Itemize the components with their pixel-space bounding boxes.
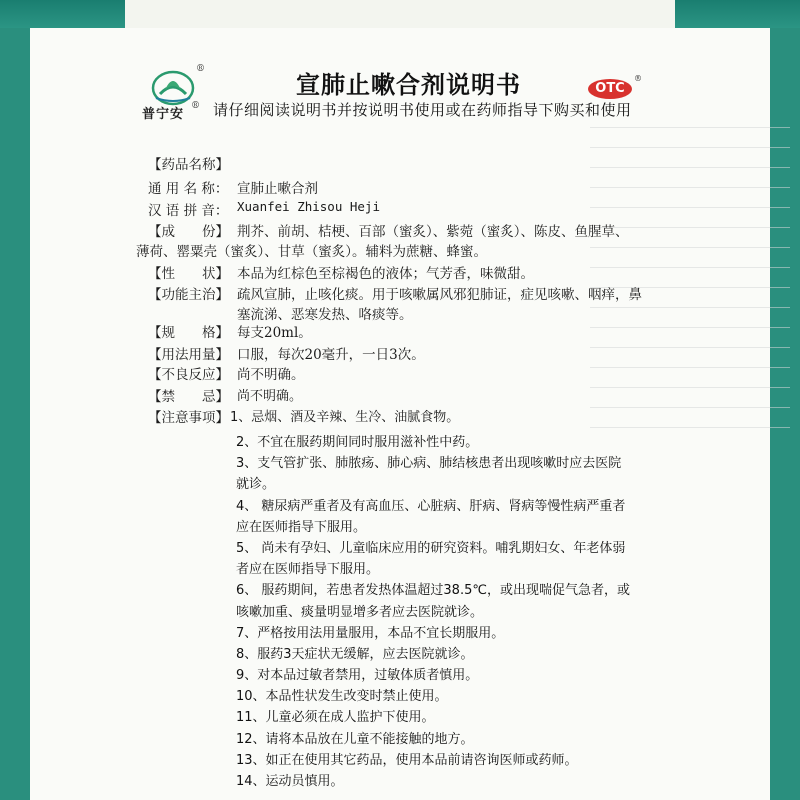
field-label: 【性 状】 (148, 266, 229, 282)
field-value: 荆芥、前胡、桔梗、百部（蜜炙）、紫菀（蜜炙）、陈皮、鱼腥草、 (237, 224, 629, 240)
field-precautions (148, 406, 460, 426)
field-generic-name (148, 177, 318, 197)
precaution-item: 11、儿童必须在成人监护下使用。 (236, 710, 435, 725)
precaution-item: 3、支气管扩张、肺脓疡、肺心病、肺结核患者出现咳嗽时应去医院 (236, 456, 622, 471)
field-label: 【功能主治】 (148, 287, 229, 303)
field-dosage (148, 343, 425, 363)
field-label: 【成 份】 (148, 224, 229, 240)
field-value: 每支20ml。 (237, 325, 312, 341)
precaution-item: 14、运动员慎用。 (236, 774, 344, 789)
precaution-item: 8、服药3天症状无缓解，应去医院就诊。 (236, 647, 474, 662)
field-value: 尚不明确。 (237, 389, 303, 404)
precaution-item: 4、 糖尿病严重者及有高血压、心脏病、肝病、肾病等慢性病严重者 (236, 499, 626, 514)
field-value: 1、忌烟、酒及辛辣、生冷、油腻食物。 (230, 410, 460, 425)
precaution-item: 10、本品性状发生改变时禁止使用。 (236, 689, 448, 704)
field-value: 口服，每次20毫升，一日3次。 (237, 347, 425, 363)
field-indications (148, 283, 642, 303)
field-label: 【注意事项】 (148, 410, 229, 426)
field-label: 【禁 忌】 (148, 389, 229, 405)
field-label: 【药品名称】 (148, 157, 229, 173)
precaution-item: 应在医师指导下服用。 (236, 520, 367, 535)
field-specification (148, 321, 312, 341)
precaution-item: 9、对本品过敏者禁用，过敏体质者慎用。 (236, 668, 479, 683)
field-value: Xuanfei Zhisou Heji (237, 199, 380, 214)
show-through-text (590, 108, 790, 508)
field-label: 通 用 名 称： (148, 181, 229, 197)
precaution-item: 13、如正在使用其它药品，使用本品前请咨询医师或药师。 (236, 753, 578, 768)
logo-registered-mark: ® (196, 64, 205, 74)
field-appearance (148, 262, 534, 282)
precaution-item: 者应在医师指导下服用。 (236, 562, 380, 577)
field-pinyin (148, 199, 380, 219)
precaution-item: 12、请将本品放在儿童不能接触的地方。 (236, 732, 474, 747)
precaution-item: 就诊。 (236, 477, 276, 492)
field-label: 【不良反应】 (148, 367, 229, 383)
top-green-band (0, 0, 800, 28)
field-label: 【规 格】 (148, 325, 229, 341)
precaution-item: 6、 服药期间，若患者发热体温超过38.5℃，或出现喘促气急者，或 (236, 583, 630, 598)
precaution-item: 咳嗽加重、痰量明显增多者应去医院就诊。 (236, 605, 484, 620)
left-green-band (0, 28, 30, 800)
brand-name: 普宁安 (142, 107, 185, 122)
otc-badge: OTC (588, 79, 632, 99)
document-title: 宣肺止嗽合剂说明书 (296, 70, 521, 99)
brand-registered-mark: ® (191, 101, 200, 111)
document-subtitle: 请仔细阅读说明书并按说明书使用或在药师指导下购买和使用 (213, 101, 632, 119)
field-indications-cont (148, 303, 413, 323)
field-value: 本品为红棕色至棕褐色的液体；气芳香，味微甜。 (237, 266, 534, 282)
field-value: 宣肺止嗽合剂 (237, 181, 318, 197)
field-value: 疏风宣肺，止咳化痰。用于咳嗽属风邪犯肺证，症见咳嗽、咽痒，鼻 (237, 287, 642, 303)
otc-registered-mark: ® (634, 74, 642, 83)
field-adverse-reactions (148, 363, 305, 383)
field-value: 塞流涕、恶寒发热、咯痰等。 (237, 307, 413, 323)
precaution-item: 2、不宜在服药期间同时服用滋补性中药。 (236, 435, 479, 450)
field-ingredients (148, 220, 629, 240)
field-label: 【用法用量】 (148, 347, 229, 363)
precaution-item: 7、严格按用法用量服用，本品不宜长期服用。 (236, 626, 505, 641)
field-label: 汉 语 拼 音： (148, 203, 229, 219)
precaution-item: 5、 尚未有孕妇、儿童临床应用的研究资料。哺乳期妇女、年老体弱 (236, 541, 626, 556)
field-value: 尚不明确。 (237, 367, 305, 383)
field-drug-name (148, 153, 229, 173)
field-value: 薄荷、罂粟壳（蜜炙）、甘草（蜜炙）。辅料为蔗糖、蜂蜜。 (136, 244, 487, 260)
field-contraindications (148, 385, 303, 405)
field-ingredients-cont (136, 240, 487, 260)
